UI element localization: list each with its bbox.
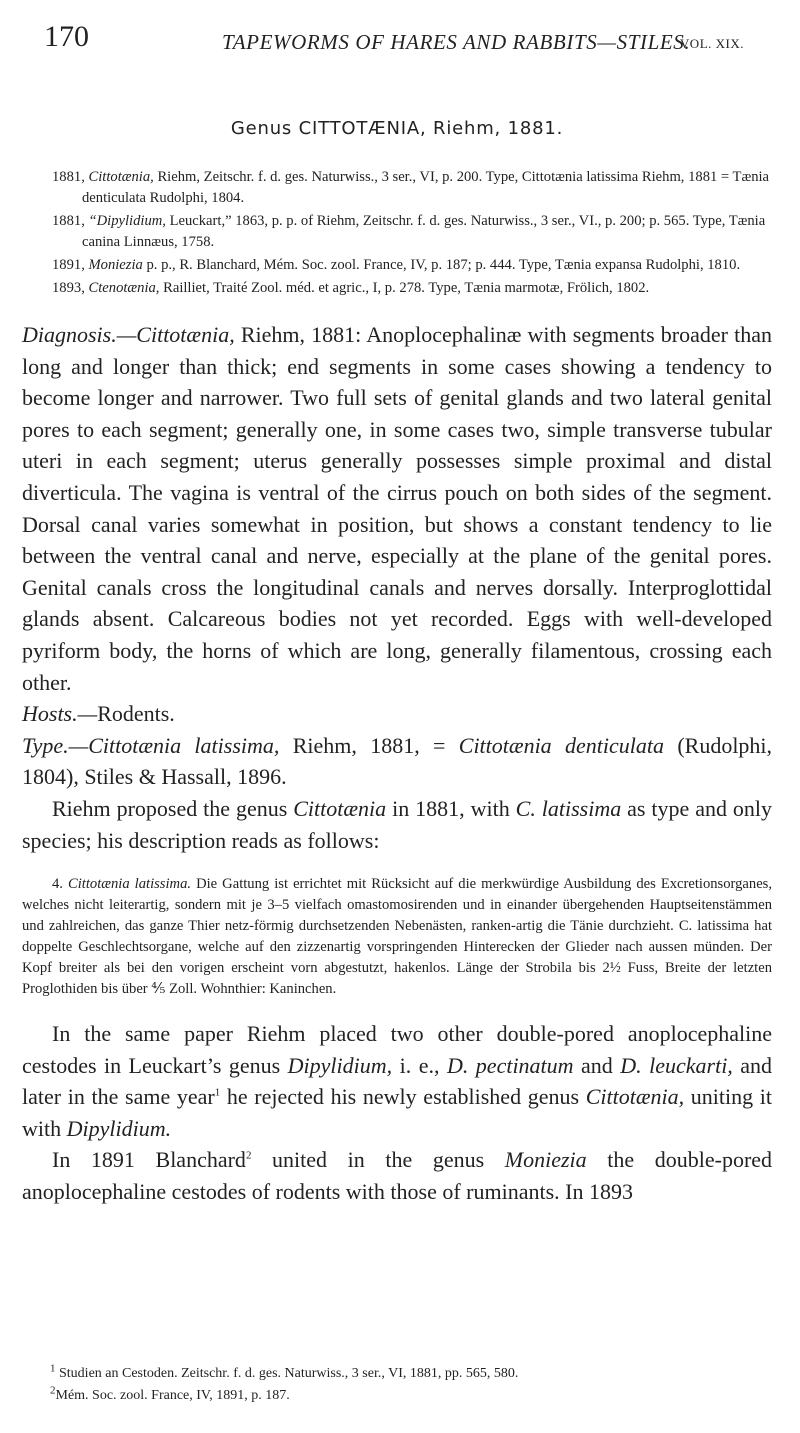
synonymy-text: p. p., R. Blanchard, Mém. Soc. zool. France, IV, p. 187; p. 444. Type, Tænia expansa Rudolphi, 1810. — [146, 257, 741, 273]
synonymy-year: 1881, — [52, 213, 85, 229]
riehm-paragraph — [22, 793, 772, 856]
synonymy-entry — [52, 255, 772, 276]
text-run: the double-pored anoplocephaline cestodes of rodents with those of ruminants. In 1893 — [22, 1147, 773, 1205]
footnote-text: Mém. Soc. zool. France, IV, 1891, p. 187. — [55, 1388, 290, 1403]
quoted-description — [22, 874, 772, 1000]
diagnosis-label: Diagnosis.—Cittotænia, — [22, 322, 235, 347]
hosts-label: Hosts.— — [22, 701, 98, 727]
text-run: and — [581, 1052, 613, 1078]
synonymy-list — [22, 167, 772, 299]
footnote-ref[interactable]: 2 — [245, 1150, 252, 1163]
type-author: Riehm, 1881, = — [292, 732, 446, 758]
blanchard-paragraph — [22, 1144, 772, 1207]
main-text-continued — [22, 1018, 772, 1208]
synonymy-year: 1893, — [52, 280, 85, 296]
synonymy-name: Moniezia — [88, 257, 143, 273]
synonymy-year: 1891, — [52, 257, 85, 273]
footnote-mark: 2 — [50, 1384, 56, 1397]
species-name: D. pectinatum — [446, 1052, 574, 1078]
footnote-text: Studien an Cestoden. Zeitschr. f. d. ges. Naturwiss., 3 ser., VI, 1881, pp. 565, 580. — [59, 1366, 519, 1381]
synonymy-year: 1881, — [52, 169, 85, 185]
text-run: united in the genus — [272, 1147, 485, 1173]
same-paper-paragraph — [22, 1018, 772, 1144]
text-run: and later in the same year — [22, 1052, 773, 1110]
footnote-mark: 1 — [50, 1362, 56, 1375]
footnote — [22, 1385, 772, 1407]
genus-name: Dipylidium, — [287, 1052, 393, 1078]
text-run: Riehm proposed the genus — [52, 795, 288, 821]
type-synonym-name: Cittotænia denticulata — [458, 732, 664, 758]
species-name: C. latissima — [515, 795, 622, 821]
volume-label: VOL. XIX. — [679, 36, 744, 51]
synonymy-text: Riehm, Zeitschr. f. d. ges. Naturwiss., 3 ser., VI, p. 200. Type, Cittotænia latissima Riehm, 1881 = Tænia denticulata Rudolphi, 1804. — [82, 169, 770, 206]
text-run: i. e., — [399, 1052, 440, 1078]
synonymy-text: Leuckart,” 1863, p. p. of Riehm, Zeitschr. f. d. ges. Naturwiss., 3 ser., VI., p. 200; p. 565. Type, Tænia canina Linnæus, 1758. — [82, 213, 766, 250]
type-paragraph — [22, 730, 772, 793]
text-run: as type and only species; his description reads as follows: — [22, 795, 773, 853]
text-run: in 1881, with — [392, 795, 510, 821]
synonymy-entry — [52, 278, 772, 299]
quote-species-name: Cittotænia latissima. — [68, 876, 192, 893]
page-number: 170 — [44, 20, 89, 53]
text-run: In 1891 Blanchard — [52, 1147, 246, 1173]
footnote-ref[interactable]: 1 — [214, 1086, 221, 1099]
synonymy-text: Railliet, Traité Zool. méd. et agric., I, p. 278. Type, Tænia marmotæ, Frölich, 1802. — [163, 280, 650, 296]
diagnosis-paragraph — [22, 319, 772, 698]
synonymy-entry — [52, 167, 772, 209]
section-heading: Genus CITTOTÆNIA, Riehm, 1881. — [230, 118, 564, 139]
synonymy-name: Cittotænia, — [88, 169, 154, 185]
genus-name: Moniezia — [504, 1147, 587, 1173]
quote-number: 4. — [52, 876, 63, 893]
type-species-name: Cittotænia latissima, — [88, 732, 280, 758]
hosts-text: Rodents. — [97, 701, 175, 727]
type-citation: (Rudolphi, 1804), Stiles & Hassall, 1896. — [22, 732, 773, 790]
type-label: Type.— — [22, 732, 89, 758]
genus-name: Cittotænia — [293, 795, 387, 821]
synonymy-name: “Dipylidium, — [88, 213, 166, 229]
text-run: he rejected his newly established genus — [226, 1084, 580, 1110]
main-text — [22, 319, 772, 856]
running-title: TAPEWORMS OF HARES AND RABBITS—STILES. — [222, 30, 691, 54]
genus-name: Dipylidium. — [66, 1115, 172, 1141]
text-run: uniting it with — [22, 1084, 772, 1141]
running-head — [22, 0, 772, 62]
synonymy-name: Ctenotænia, — [88, 280, 160, 296]
footnote — [22, 1363, 772, 1385]
diagnosis-text: Riehm, 1881: Anoplocephalinæ with segments broader than long and longer than thick; end segments in some cases showing a tendency to become longer and narrower. Two full sets of genital glands and two lateral genital pores to each segment; generally one, in some cases two, simple transverse tubular uteri in each segment; uterus generally possesses simple proximal and distal diverticula. The vagina is ventral of the cirrus pouch on both sides of the segment. Dorsal canal varies somewhat in position, but shows a constant tendency to lie between the ventral canal and nerve, especially at the plane of the genital pores. Genital canals cross the longitudinal canals and nerves dorsally. Interproglottidal glands absent. Calcareous bodies not yet recorded. Eggs with well-developed pyriform body, the horns of which are long, generally filamentous, crossing each other. — [22, 322, 772, 695]
genus-name: Cittotænia, — [585, 1084, 685, 1110]
text-run: In the same paper Riehm placed two other double-pored anoplocephaline cestodes in Leuckart’s genus — [22, 1021, 772, 1078]
hosts-paragraph — [22, 698, 772, 730]
species-name: D. leuckarti, — [620, 1052, 733, 1078]
footnotes — [22, 1363, 772, 1407]
synonymy-entry — [52, 211, 772, 253]
quote-text: Die Gattung ist errichtet mit Rücksicht auf die merkwürdige Ausbildung des Excretionsorganes, welches nicht leiterartig, sondern mit je 3–5 vielfach omastomosirenden und in einander übergehenden Hauptseitenstämmen und zahlreichen, das ganze Thier netz-förmig durchsetzenden Nebenästen, ranken-artig die Tänie durchzieht. C. latissima hat doppelte Geschlechtsorgane, welche auf den zizzenartig vorspringenden Hinterecken der Glieder nach aussen münden. Der Kopf breiter als bei den vorigen erscheint vorn abgestutzt, hakenlos. Länge der Strobila bis 2½ Fuss, Breite der letzten Proglothiden bis über ⅘ Zoll. Wohnthier: Kaninchen. — [22, 876, 773, 998]
